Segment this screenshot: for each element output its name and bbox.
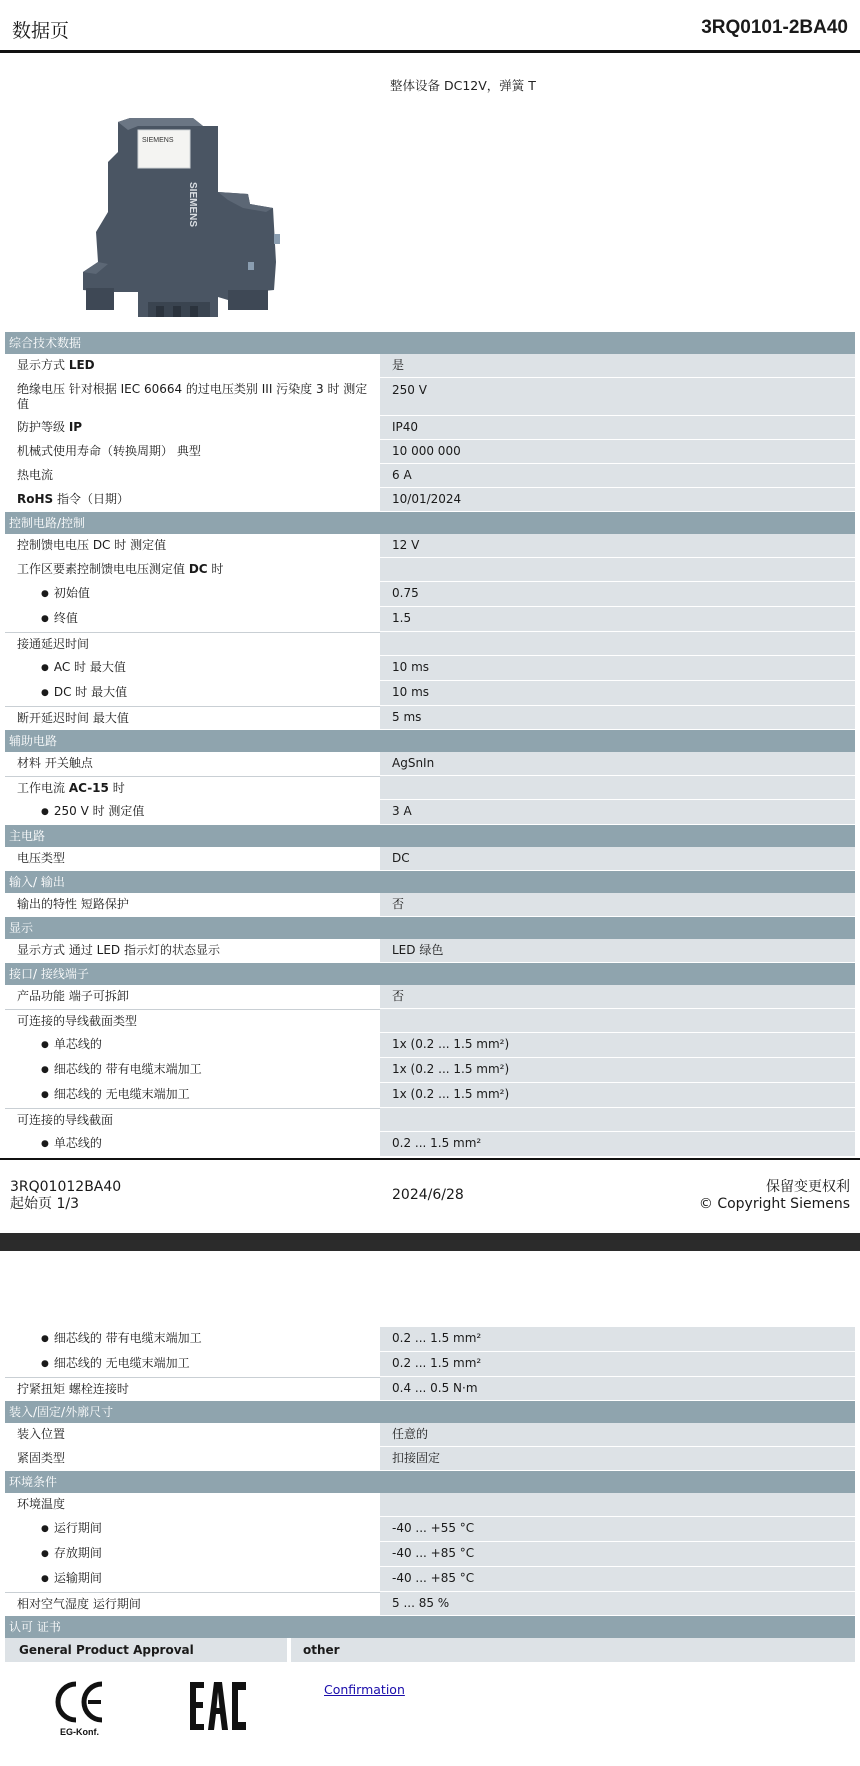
footer-rights: 保留变更权利 [766,1179,850,1195]
spec-row [5,893,855,917]
confirmation-link[interactable]: Confirmation [324,1682,405,1697]
spec-value [380,776,855,799]
spec-key [5,776,380,799]
spec-value: LED 绿色 [380,939,855,962]
spec-row [5,939,855,963]
spec-row [5,1352,855,1377]
spec-key [5,1542,380,1566]
spec-value: 5 ms [380,706,855,729]
spec-key-part: 防护等级 [17,420,69,434]
spec-row [5,607,855,632]
spec-value: 否 [380,893,855,916]
spec-row [5,1083,855,1108]
spec-row [5,534,855,558]
spec-key [5,893,380,916]
section-header: 接口/ 接线端子 [5,963,855,985]
spec-key [5,1567,380,1591]
spec-row [5,1447,855,1471]
spec-key-text: 细芯线的 无电缆末端加工 [53,1087,190,1101]
spec-key [5,1033,380,1057]
spec-key [5,1423,380,1446]
spec-key-text: 可连接的导线截面类型 [17,1014,138,1028]
spec-key [5,706,380,729]
spec-row [5,1423,855,1447]
spec-row [5,464,855,488]
approval-category: General Product Approval [5,1638,287,1662]
spec-value: 否 [380,985,855,1008]
spec-key [5,939,380,962]
spec-key [5,656,380,680]
spec-key [5,1108,380,1131]
spec-row [5,776,855,800]
spec-key [5,440,380,463]
spec-key-text: 热电流 [17,468,54,482]
spec-key-text: 接通延迟时间 [17,637,90,651]
bullet-icon: ● [41,589,49,599]
spec-key [5,1447,380,1470]
spec-value: 10 ms [380,656,855,680]
spec-value: 10 ms [380,681,855,705]
spec-row [5,440,855,464]
spec-value: -40 ... +85 °C [380,1542,855,1566]
spec-row [5,378,855,416]
spec-row [5,1058,855,1083]
spec-key-text: 环境温度 [17,1497,66,1511]
spec-row [5,1542,855,1567]
spec-row [5,1033,855,1058]
spec-key-text: 机械式使用寿命（转换周期） 典型 [17,444,201,458]
spec-key [5,752,380,775]
spec-value: 0.4 ... 0.5 N·m [380,1377,855,1400]
spec-value: 1x (0.2 ... 1.5 mm²) [380,1058,855,1082]
bullet-icon: ● [41,1040,49,1050]
footer-left [10,1179,121,1213]
page-divider [0,1233,860,1251]
spec-value: AgSnIn [380,752,855,775]
section-header: 主电路 [5,825,855,847]
spec-key-text: AC 时 最大值 [53,660,126,674]
bullet-icon: ● [41,807,49,817]
spec-row [5,681,855,706]
spec-key-text: 拧紧扭矩 螺栓连接时 [17,1382,129,1396]
spec-value: 5 ... 85 % [380,1592,855,1615]
spec-row [5,752,855,776]
spec-value: 0.2 ... 1.5 mm² [380,1352,855,1376]
spec-row [5,656,855,681]
spec-key-text: 单芯线的 [53,1037,102,1051]
bullet-icon: ● [41,1549,49,1559]
ce-caption: EG-Konf. [60,1727,99,1737]
spec-key-text: 运行期间 [53,1521,102,1535]
section-header-approvals: 认可 证书 [5,1616,855,1638]
spec-value: 10 000 000 [380,440,855,463]
label-siemens-text: SIEMENS [142,137,174,144]
spec-value: DC [380,847,855,870]
datasheet-page-2 [0,1252,860,1766]
spec-value: IP40 [380,416,855,439]
spec-key-text: 细芯线的 带有电缆末端加工 [53,1331,202,1345]
spec-row [5,582,855,607]
spec-key-text: 存放期间 [53,1546,102,1560]
spec-row [5,706,855,730]
spec-key [5,1352,380,1376]
spec-key-part: 时 [108,781,125,795]
spec-key-part: DC [188,562,208,576]
spec-row [5,985,855,1009]
spec-key-text: 输出的特性 短路保护 [17,897,129,911]
spec-key [5,1592,380,1615]
spec-key-text: 显示方式 通过 LED 指示灯的状态显示 [17,943,220,957]
bullet-icon: ● [41,1139,49,1149]
spec-row [5,1567,855,1592]
spec-row [5,1108,855,1132]
spec-table-page-2 [5,1327,855,1662]
spec-key-text: 运输期间 [53,1571,102,1585]
spec-key [5,985,380,1008]
spec-row [5,1517,855,1542]
spec-value [380,1009,855,1032]
bullet-icon: ● [41,1574,49,1584]
spec-key [5,416,380,439]
spec-key [5,632,380,655]
spec-key-text: 相对空气湿度 运行期间 [17,1597,141,1611]
spec-row [5,416,855,440]
spec-key-text: 初始值 [53,586,90,600]
spec-value: 12 V [380,534,855,557]
spec-key-part: RoHS [17,492,54,506]
spec-value [380,632,855,655]
spec-key [5,607,380,631]
spec-key-part: IP [68,420,83,434]
spec-key-part: 时 [207,562,224,576]
spec-value: 6 A [380,464,855,487]
spec-key [5,464,380,487]
section-header: 装入/固定/外廓尺寸 [5,1401,855,1423]
spec-key-text: 断开延迟时间 最大值 [17,711,129,725]
spec-row [5,1377,855,1401]
spec-key-text: 250 V 时 测定值 [53,804,145,818]
section-header: 显示 [5,917,855,939]
spec-key-text: 控制馈电电压 DC 时 测定值 [17,538,167,552]
section-header: 控制电路/控制 [5,512,855,534]
spec-row [5,1493,855,1517]
spec-value: -40 ... +85 °C [380,1567,855,1591]
bullet-icon: ● [41,1065,49,1075]
spec-key-part: 工作电流 [17,781,69,795]
spec-row [5,800,855,825]
spec-key [5,488,380,511]
spec-value: 0.75 [380,582,855,606]
spec-key [5,534,380,557]
spec-key-text: 装入位置 [17,1427,66,1441]
section-header: 综合技术数据 [5,332,855,354]
spec-row [5,558,855,582]
spec-key-text: 绝缘电压 针对根据 IEC 60664 的过电压类别 III 污染度 3 时 测定值 [17,382,368,411]
bullet-icon: ● [41,1334,49,1344]
spec-value: 1x (0.2 ... 1.5 mm²) [380,1033,855,1057]
spec-key [5,354,380,377]
spec-key [5,1083,380,1107]
spec-key-text: 紧固类型 [17,1451,66,1465]
spec-value [380,1108,855,1131]
spec-key-text: 电压类型 [17,851,66,865]
spec-key [5,681,380,705]
product-description: 整体设备 DC12V，弹簧 T [390,78,536,93]
bullet-icon: ● [41,1359,49,1369]
bullet-icon: ● [41,1524,49,1534]
spec-key [5,1493,380,1516]
spec-value [380,1493,855,1516]
spec-key [5,558,380,581]
spec-key-text: 可连接的导线截面 [17,1113,114,1127]
spec-value: 是 [380,354,855,377]
spec-key [5,1377,380,1400]
spec-key-part: AC-15 [68,781,109,795]
spec-key [5,1327,380,1351]
bullet-icon: ● [41,614,49,624]
spec-key-part: LED [68,358,95,372]
spec-row [5,1327,855,1352]
spec-key-text: 终值 [53,611,78,625]
spec-key-text: 材料 开关触点 [17,756,93,770]
spec-value: 任意的 [380,1423,855,1446]
spec-value: 3 A [380,800,855,824]
section-header: 辅助电路 [5,730,855,752]
bullet-icon: ● [41,688,49,698]
spec-key [5,1009,380,1032]
spec-row [5,1592,855,1616]
footer-right [699,1179,850,1213]
footer-date: 2024/6/28 [392,1187,464,1203]
section-header: 环境条件 [5,1471,855,1493]
spec-row [5,847,855,871]
body-siemens-text: SIEMENS [187,182,198,228]
spec-key-part: 指令（日期） [53,492,129,506]
spec-value: 0.2 ... 1.5 mm² [380,1327,855,1351]
spec-value [380,558,855,581]
bullet-icon: ● [41,1090,49,1100]
spec-table-page-1 [5,332,855,1157]
page-header [0,0,860,53]
spec-key [5,847,380,870]
spec-row [5,488,855,512]
eac-mark-icon [188,1680,248,1732]
spec-value: 1.5 [380,607,855,631]
footer-order-number: 3RQ01012BA40 [10,1179,122,1195]
section-header: 输入/ 输出 [5,871,855,893]
product-code: 3RQ0101-2BA40 [701,17,848,38]
product-image [78,112,318,317]
spec-row [5,1009,855,1033]
spec-key [5,378,380,415]
spec-key-text: 细芯线的 带有电缆末端加工 [53,1062,202,1076]
spec-key-part: 工作区要素控制馈电电压测定值 [17,562,189,576]
spec-key [5,582,380,606]
spec-value: 10/01/2024 [380,488,855,511]
spec-key-text: 单芯线的 [53,1136,102,1150]
spec-key-text: DC 时 最大值 [53,685,128,699]
spec-value: -40 ... +55 °C [380,1517,855,1541]
footer-copyright: © Copyright Siemens [698,1196,850,1212]
spec-key-text: 产品功能 端子可拆卸 [17,989,129,1003]
spec-value: 扣接固定 [380,1447,855,1470]
spec-value: 0.2 ... 1.5 mm² [380,1132,855,1156]
spec-value: 250 V [380,378,855,415]
spec-key [5,1517,380,1541]
spec-key [5,800,380,824]
bullet-icon: ● [41,663,49,673]
spec-row [5,354,855,378]
spec-key [5,1058,380,1082]
page-title: 数据页 [12,20,70,42]
spec-value: 1x (0.2 ... 1.5 mm²) [380,1083,855,1107]
spec-key [5,1132,380,1156]
spec-key-part: 显示方式 [17,358,69,372]
spec-key-text: 细芯线的 无电缆末端加工 [53,1356,190,1370]
ce-mark-icon [52,1680,106,1738]
approval-other: other [291,1638,855,1662]
spec-row [5,632,855,656]
approvals-row [5,1638,855,1662]
spec-row [5,1132,855,1157]
footer-page-number: 起始页 1/3 [10,1196,79,1212]
page-footer [0,1158,860,1232]
